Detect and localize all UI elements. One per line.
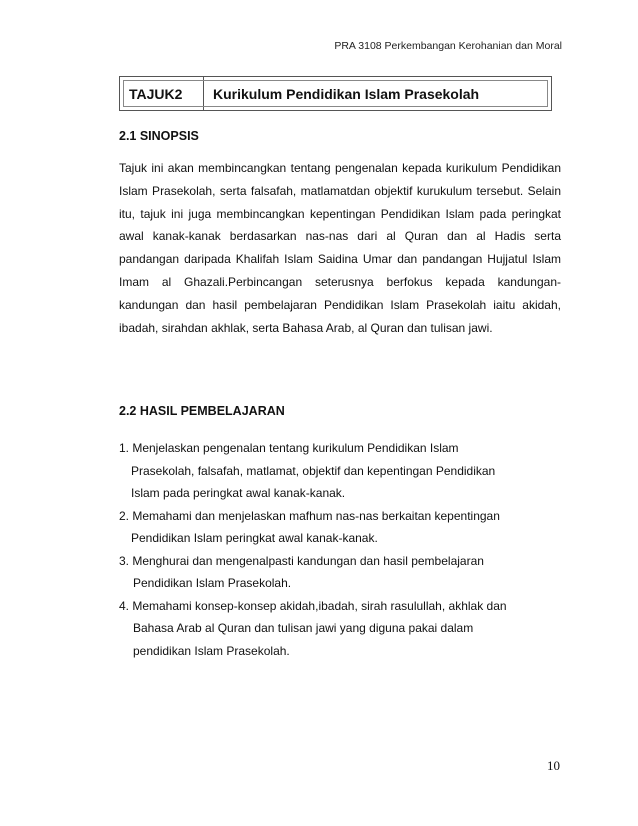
synopsis-paragraph: Tajuk ini akan membincangkan tentang pengenalan kepada kurikulum Pendidikan Islam Prasekolah, serta falsafah, matlamatdan objektif kurukulum tersebut. Selain itu, tajuk ini juga membincangkan kepentingan Pendidikan Islam pada peringkat awal kanak-kanak berdasarkan nas-nas dari al Quran dan al Hadis serta pandangan daripada Khalifah Islam Saidina Umar dan pandangan Hujjatul Islam Imam al Ghazali.Perbincangan seterusnya berfokus kepada kandungan-kandungan dan hasil pembelajaran Pendidikan Islam Prasekolah iaitu akidah, ibadah, sirahdan akhlak, serta Bahasa Arab, al Quran dan tulisan jawi. <box>119 161 561 335</box>
synopsis-heading: 2.1 SINOPSIS <box>119 129 199 143</box>
list-item <box>119 437 564 505</box>
running-header: PRA 3108 Perkembangan Kerohanian dan Moral <box>334 40 562 52</box>
outcomes-list <box>119 437 564 662</box>
list-item <box>119 550 564 595</box>
list-item-line: 1. Menjelaskan pengenalan tentang kurikulum Pendidikan Islam <box>119 441 459 455</box>
list-item-line: 4. Memahami konsep-konsep akidah,ibadah, sirah rasulullah, akhlak dan <box>119 598 507 613</box>
topic-title-box <box>119 76 552 111</box>
list-item-line: Pendidikan Islam Prasekolah. <box>133 576 292 590</box>
list-item-line: Bahasa Arab al Quran dan tulisan jawi yang diguna pakai dalam <box>133 621 474 635</box>
list-item <box>119 595 564 663</box>
list-item-line: Islam pada peringkat awal kanak-kanak. <box>131 486 346 500</box>
list-item-line: Pendidikan Islam peringkat awal kanak-kanak. <box>131 531 378 545</box>
outcomes-heading: 2.2 HASIL PEMBELAJARAN <box>119 404 285 418</box>
list-item-line: 3. Menghurai dan mengenalpasti kandungan dan hasil pembelajaran <box>119 553 484 568</box>
list-item-line: pendidikan Islam Prasekolah. <box>133 643 290 658</box>
list-item <box>119 505 564 550</box>
list-item-line: Prasekolah, falsafah, matlamat, objektif dan kepentingan Pendidikan <box>131 463 496 478</box>
topic-title: Kurikulum Pendidikan Islam Prasekolah <box>213 85 480 102</box>
topic-code: TAJUK2 <box>120 77 204 110</box>
list-item-line: 2. Memahami dan menjelaskan mafhum nas-nas berkaitan kepentingan <box>119 508 500 523</box>
page-number: 10 <box>547 758 560 773</box>
